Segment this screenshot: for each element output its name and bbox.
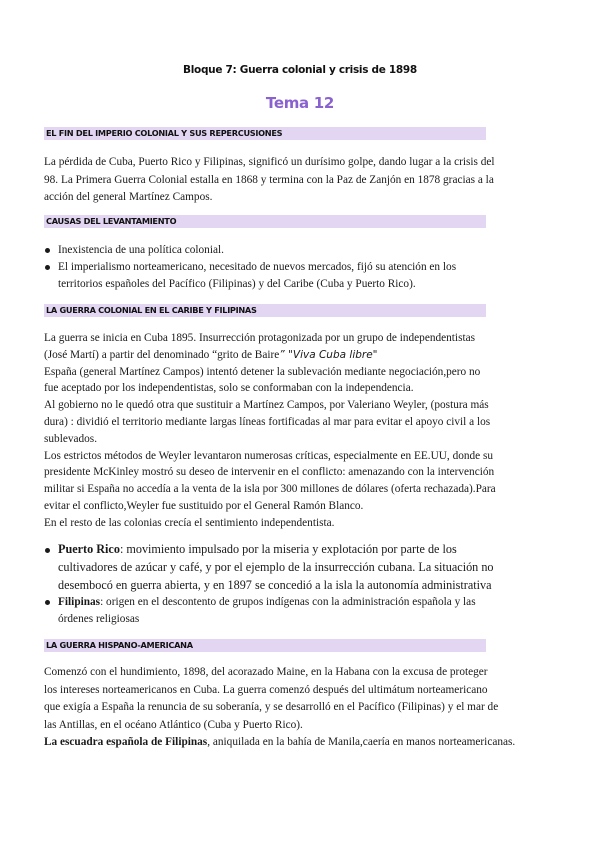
text-line: En el resto de las colonias crecía el sentimiento independentista. — [44, 516, 335, 529]
bullet-icon — [45, 265, 50, 270]
list-item — [44, 541, 564, 594]
text-line: Al gobierno no le quedó otra que sustituir a Martínez Campos, por Valeriano Weyler, (postura más — [44, 399, 489, 412]
block-title: Bloque 7: Guerra colonial y crisis de 1898 — [183, 64, 417, 76]
term-label: La escuadra española de Filipinas — [44, 736, 208, 748]
text-line — [44, 347, 574, 364]
term-label: Puerto Rico — [58, 542, 120, 556]
list-item — [44, 242, 564, 259]
text-line: fue aceptado por los independentistas, solo se conformaban con la independencia. — [44, 382, 414, 395]
text-span: : movimiento impulsado por la miseria y explotación por parte de los — [119, 542, 457, 556]
text-line: Comenzó con el hundimiento, 1898, del acorazado Maine, en la Habana con la excusa de proteger — [44, 666, 488, 678]
bullet-icon — [45, 248, 50, 253]
bullet-icon — [45, 600, 50, 605]
term-label: Filipinas — [58, 596, 101, 608]
list-item-text: Inexistencia de una política colonial. — [58, 244, 224, 256]
paragraph-fin-imperio — [44, 154, 574, 207]
text-line: sublevados. — [44, 432, 98, 445]
bullet-icon — [45, 548, 50, 553]
section-heading-causas: CAUSAS DEL LEVANTAMIENTO — [44, 215, 486, 228]
text-line: La guerra se inicia en Cuba 1895. Insurrección protagonizada por un grupo de independentistas — [44, 332, 476, 344]
paragraph-guerra-hispano-americana — [44, 664, 574, 752]
text-line: Los estrictos métodos de Weyler levantaron numerosas críticas, especialmente en EE.UU, donde su — [44, 449, 494, 462]
list-item-text — [58, 541, 564, 559]
text-line: los intereses norteamericanos en Cuba. La guerra comenzó después del ultimátum norteamericano — [44, 683, 488, 696]
text-line: militar si España no accedía a la venta de la isla por 300 millones de dólares (oferta rechazada).Para — [44, 483, 496, 496]
text-span: : origen en el descontento de grupos indígenas con la administración española y las — [100, 596, 476, 608]
text-line: La pérdida de Cuba, Puerto Rico y Filipinas, significó un durísimo golpe, dando lugar a la crisis del — [44, 156, 495, 168]
text-span: , aniquilada en la bahía de Manila,caería en manos norteamericanas. — [207, 736, 516, 748]
list-item-text: desembocó en guerra abierta, y en 1897 se concedió a la isla la autonomía administrativa — [58, 577, 492, 592]
bullet-list-filipinas — [44, 594, 564, 628]
section-heading-guerra-hispano-americana: LA GUERRA HISPANO-AMERICANA — [44, 639, 486, 652]
list-item-text — [58, 594, 564, 611]
bullet-list-colonias — [44, 541, 564, 594]
text-line: las Antillas, en el océano Atlántico (Cuba y Puerto Rico). — [44, 718, 303, 731]
paragraph-guerra-colonial — [44, 330, 574, 532]
list-item-text: cultivadores de azúcar y café, y por el ejemplo de la insurrección cubana. La situación no — [58, 559, 494, 574]
section-heading-guerra-colonial: LA GUERRA COLONIAL EN EL CARIBE Y FILIPINAS — [44, 304, 486, 317]
list-item-text: órdenes religiosas — [58, 613, 140, 625]
list-item — [44, 594, 564, 628]
text-line: dura) : dividió el territorio mediante largas líneas fortificadas al mar para evitar el apoyo civil a los — [44, 415, 491, 428]
quote-text: ” "Viva Cuba libre" — [279, 348, 378, 361]
text-line — [44, 734, 574, 752]
list-item — [44, 259, 564, 293]
text-line: 98. La Primera Guerra Colonial estalla en 1868 y termina con la Paz de Zanjón en 1878 gracias a la — [44, 173, 494, 186]
list-item-text: territorios españoles del Pacífico (Filipinas) y del Caribe (Cuba y Puerto Rico). — [58, 278, 416, 290]
text-line: acción del general Martínez Campos. — [44, 191, 213, 203]
list-item-text: El imperialismo norteamericano, necesitado de nuevos mercados, fijó su atención en los — [58, 261, 457, 273]
text-line: presidente McKinley mostró su deseo de intervenir en el conflicto: amenazando con la intervención — [44, 466, 495, 479]
text-line: evitar el conflicto,Weyler fue sustituido por el General Ramón Blanco. — [44, 499, 364, 512]
bullet-list-causas — [44, 242, 564, 293]
text-line: España (general Martínez Campos) intentó detener la sublevación mediante negociación,pero no — [44, 365, 481, 378]
section-heading-fin-imperio: EL FIN DEL IMPERIO COLONIAL Y SUS REPERCUSIONES — [44, 127, 486, 140]
topic-title: Tema 12 — [265, 94, 335, 112]
text-span: (José Martí) a partir del denominado “grito de Baire — [44, 348, 280, 361]
text-line: que exigía a España la renuncia de su soberanía, y se desarrolló en el Pacífico (Filipinas) y el mar de — [44, 701, 499, 713]
